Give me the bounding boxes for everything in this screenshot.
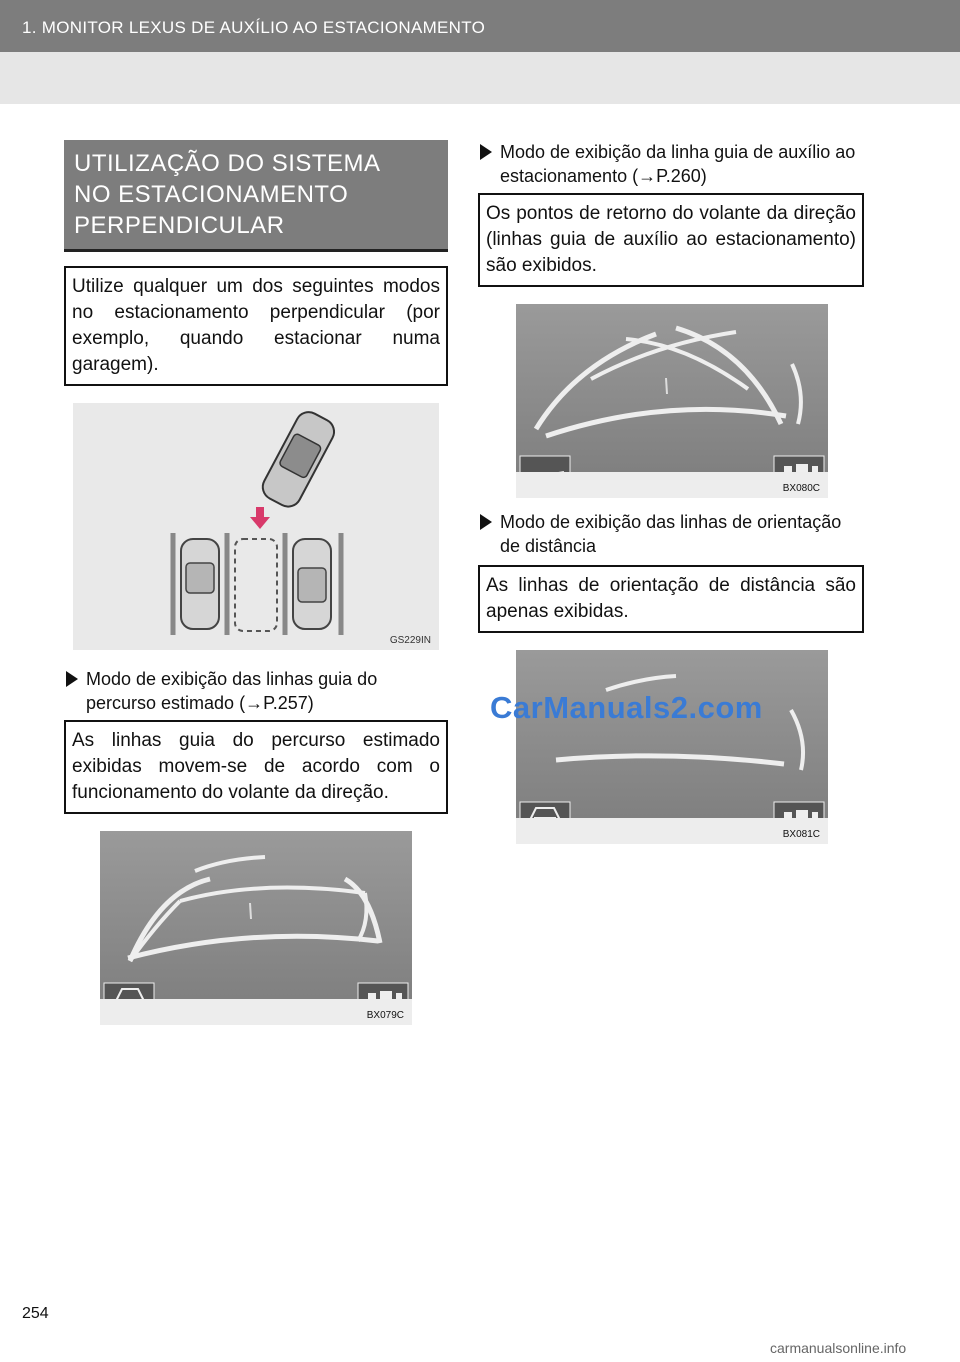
reversing-car (258, 408, 338, 512)
guide-lines-estimated (100, 831, 412, 1025)
figure-code: BX081C (782, 829, 820, 840)
section-title-line-3: PERPENDICULAR (74, 212, 285, 239)
parked-car-left (181, 539, 219, 629)
page-header (0, 0, 960, 104)
page-number: 254 (22, 1305, 49, 1322)
parking-illustration (73, 403, 439, 650)
watermark: CarManuals2.com (490, 690, 763, 725)
mode-1-description: As linhas guia do percurso estimado exibidas movem-se de acordo com o funcionamento do volante da direção. (64, 720, 448, 814)
mode-2-heading: Modo de exibição da linha guia de auxílio ao estacionamento (→P.260) (480, 140, 864, 188)
mode-1-heading: Modo de exibição das linhas guia do percurso estimado (→P.257) (66, 667, 450, 715)
intro-box: Utilize qualquer um dos seguintes modos no estacionamento perpendicular (por exemplo, quando estacionar numa garagem). (64, 266, 448, 386)
figure-code: BX079C (366, 1010, 404, 1021)
bullet-arrow-icon (66, 671, 78, 687)
bullet-arrow-icon (480, 514, 492, 530)
monitor-screen-parking-assist (516, 304, 828, 498)
figure-code: BX080C (782, 483, 820, 494)
parking-diagram (73, 403, 439, 650)
bullet-arrow-icon (480, 144, 492, 160)
guide-lines-parking-assist (516, 304, 828, 498)
guide-lines-distance (516, 650, 828, 844)
monitor-screen-distance-guide (516, 650, 828, 844)
mode-3-description: As linhas de orientação de distância são apenas exibidas. (478, 565, 864, 633)
parked-car-right (293, 539, 331, 629)
reverse-arrow-icon (250, 507, 270, 529)
footer-url: carmanualsonline.info (770, 1340, 907, 1356)
section-title-line-1: UTILIZAÇÃO DO SISTEMA (74, 150, 381, 177)
mode-2-description: Os pontos de retorno do volante da direção (linhas guia de auxílio ao estacionamento) são exibidos. (478, 193, 864, 287)
figure-code: GS229IN (389, 635, 431, 646)
monitor-screen-estimated-path (100, 831, 412, 1025)
section-title (64, 140, 448, 252)
mode-3-heading: Modo de exibição das linhas de orientação de distância (480, 510, 864, 558)
chapter-title: 1. MONITOR LEXUS DE AUXÍLIO AO ESTACIONAMENTO (22, 18, 486, 37)
header-bar (0, 0, 960, 52)
section-title-line-2: NO ESTACIONAMENTO (74, 181, 349, 208)
